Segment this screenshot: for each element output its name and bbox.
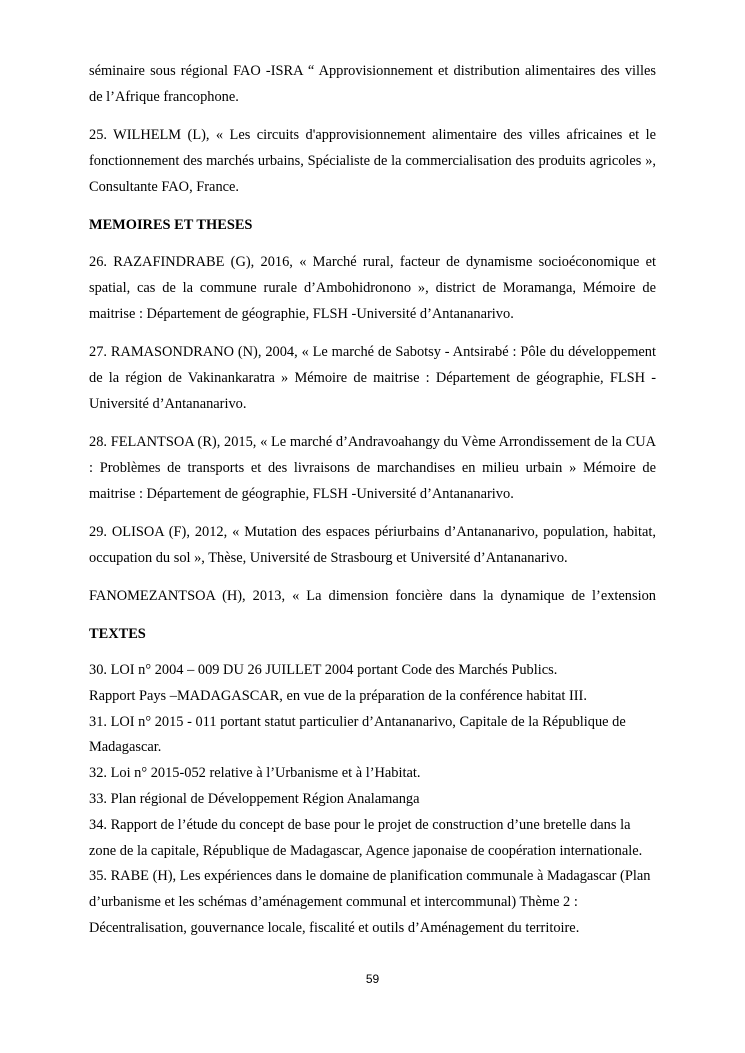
texte-item-33: 33. Plan régional de Développement Région Analamanga [89, 790, 420, 807]
reference-29-olisoa: 29. OLISOA (F), 2012, « Mutation des espaces périurbains d’Antananarivo, population, habitat, occupation du sol », Thèse, Université de Strasbourg et Université d’Antananarivo. [89, 524, 656, 566]
texte-item-30: 30. LOI n° 2004 – 009 DU 26 JUILLET 2004 portant Code des Marchés Publics. [89, 662, 558, 678]
document-page [89, 58, 656, 942]
section-heading-memoires: MEMOIRES ET THESES [89, 217, 253, 233]
section-heading-textes: TEXTES [89, 626, 146, 642]
texte-item-32: 32. Loi n° 2015-052 relative à l’Urbanisme et à l’Habitat. [89, 765, 421, 782]
reference-fao-isra-continuation: séminaire sous régional FAO -ISRA “ Approvisionnement et distribution alimentaires des villes de l’Afrique francophone. [89, 63, 656, 105]
reference-25-wilhelm: 25. WILHELM (L), « Les circuits d'approvisionnement alimentaire des villes africaines et le fonctionnement des marchés urbains, Spécialiste de la commercialisation des produits agricoles », Consultante FAO, France. [89, 127, 656, 195]
reference-28-felantsoa: 28. FELANTSOA (R), 2015, « Le marché d’Andravoahangy du Vème Arrondissement de la CUA : Problèmes de transports et des livraisons de marchandises en milieu urbain » Mémoire de maitrise : Département de géographie, FLSH -Université d’Antananarivo. [89, 434, 656, 502]
reference-27-ramasondrano: 27. RAMASONDRANO (N), 2004, « Le marché de Sabotsy - Antsirabé : Pôle du développement de la région de Vakinankaratra » Mémoire de maitrise : Département de géographie, FLSH -Université d’Antananarivo. [89, 344, 656, 412]
reference-fanomezantsoa: FANOMEZANTSOA (H), 2013, « La dimension foncière dans la dynamique de l’extension [89, 588, 656, 604]
texte-item-31: 31. LOI n° 2015 - 011 portant statut particulier d’Antananarivo, Capitale de la République de Madagascar. [89, 713, 626, 756]
textes-list [89, 658, 656, 942]
texte-item-34: 34. Rapport de l’étude du concept de base pour le projet de construction d’une bretelle dans la zone de la capitale, République de Madagascar, Agence japonaise de coopération internationale. [89, 816, 643, 859]
reference-26-razafindrabe: 26. RAZAFINDRABE (G), 2016, « Marché rural, facteur de dynamisme socioéconomique et spatial, cas de la commune rurale d’Ambohidronono », district de Moramanga, Mémoire de maitrise : Département de géographie, FLSH -Université d’Antananarivo. [89, 254, 656, 322]
texte-item-rapport-pays: Rapport Pays –MADAGASCAR, en vue de la préparation de la conférence habitat III. [89, 687, 587, 704]
texte-item-35: 35. RABE (H), Les expériences dans le domaine de planification communale à Madagascar (Plan d’urbanisme et les schémas d’aménagement communal et intercommunal) Thème 2 : Décentralisation, gouvernance locale, fiscalité et outils d’Aménagement du territoire. [89, 868, 651, 936]
page-number: 59 [365, 972, 380, 986]
